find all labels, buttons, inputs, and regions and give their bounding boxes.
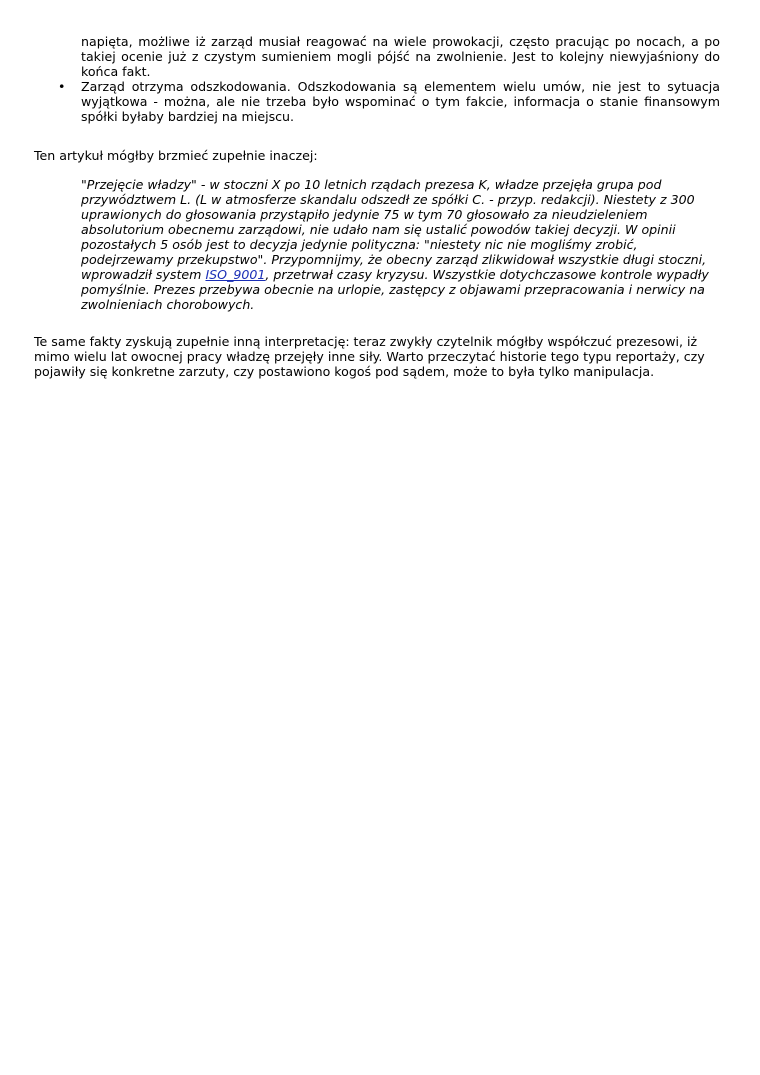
bullet-list — [34, 34, 720, 124]
list-item-text: napięta, możliwe iż zarząd musiał reagować na wiele prowokacji, często pracując po nocach, a po takiej ocenie już z czystym sumieniem mogli pójść na zwolnienie. Jest to kolejny niewyjaśniony do końca fakt. — [81, 34, 720, 79]
quote-text-after-link: , przetrwał czasy kryzysu. Wszystkie dotychczasowe kontrole wypadły pomyślnie. Prezes przebywa obecnie na urlopie, zastępcy z objawami przepracowania i nerwicy na zwolnieniach chorobowych. — [81, 267, 709, 312]
closing-paragraph: Te same fakty zyskują zupełnie inną interpretację: teraz zwykły czytelnik mógłby współczuć prezesowi, iż mimo wielu lat owocnej pracy władzę przejęły inne siły. Warto przeczytać historie tego typu reportaży, czy pojawiły się konkretne zarzuty, czy postawiono kogoś pod sądem, może to była tylko manipulacja. — [34, 334, 705, 379]
document-page — [34, 34, 720, 379]
quote-text-before-link: "Przejęcie władzy" - w stoczni X po 10 letnich rządach prezesa K, władze przejęła grupa pod przywództwem L. (L w atmosferze skandalu odszedł ze spółki C. - przyp. redakcji). Niestety z 300 uprawionych do głosowania przystąpiło jedynie 75 w tym 70 głosowało za nieudzieleniem absolutorium obecnemu zarządowi, nie udało nam się ustalić powodów takiej decyzji. W opinii pozostałych 5 osób jest to decyzja jedynie polityczna: "niestety nic nie mogliśmy zrobić, podejrzewamy przekupstwo". Przypomnijmy, że obecny zarząd zlikwidował wszystkie długi stoczni, wprowadził system — [81, 177, 707, 282]
quoted-article — [34, 177, 720, 312]
bullet-marker: • — [58, 79, 66, 94]
list-item-compensation — [34, 79, 720, 124]
iso-9001-link[interactable]: ISO_9001 — [205, 267, 266, 282]
list-item-text: Zarząd otrzyma odszkodowania. Odszkodowania są elementem wielu umów, nie jest to sytuacja wyjątkowa - można, ale nie trzeba było wspominać o tym fakcie, informacja o stanie finansowym spółki byłaby bardziej na miejscu. — [81, 79, 720, 124]
list-item-continued — [34, 34, 720, 79]
intro-paragraph: Ten artykuł mógłby brzmieć zupełnie inaczej: — [34, 148, 318, 163]
